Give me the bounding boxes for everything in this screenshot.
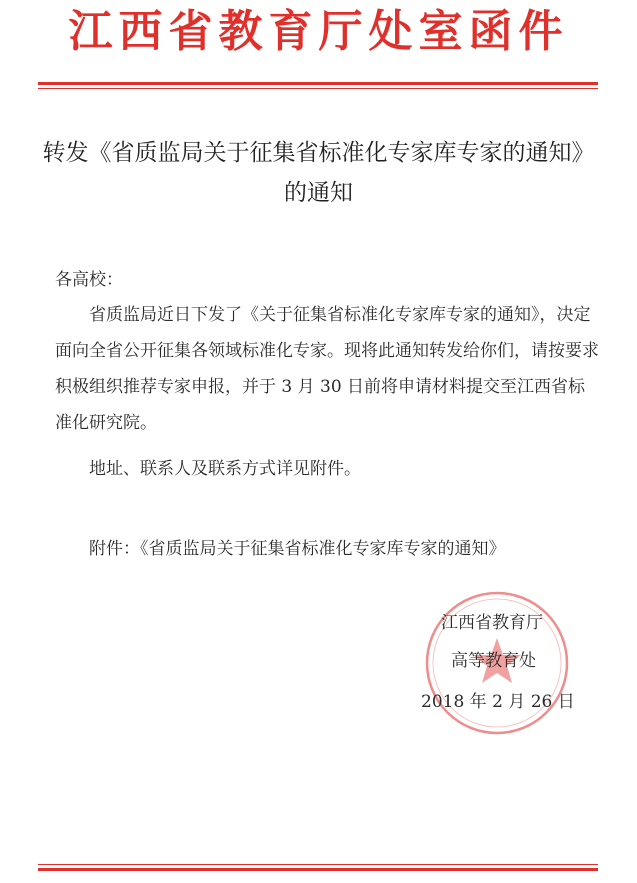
- letterhead-rule-thick: [38, 82, 598, 85]
- signature-org: 江西省教育厅: [441, 613, 543, 633]
- signature-dept: 高等教育处: [451, 651, 536, 671]
- signature-date: 2018 年 2 月 26 日: [421, 692, 575, 712]
- letterhead-rule-thin: [38, 88, 598, 89]
- body-paragraph: 地址、联系人及联系方式详见附件。: [89, 459, 361, 479]
- attachment-line: 附件：《省质监局关于征集省标准化专家库专家的通知》: [89, 539, 506, 559]
- footer-rule-thin: [38, 864, 598, 865]
- footer-rule-thick: [38, 868, 598, 871]
- body-paragraph: 省质监局近日下发了《关于征集省标准化专家库专家的通知》，决定面向全省公开征集各领域标准化专家。现将此通知转发给你们，请按要求积极组织推荐专家申报，并于 3 月 30 日前将申请材料提交至江西省标准化研究院。: [55, 305, 599, 433]
- addressee: 各高校：: [55, 270, 123, 290]
- document-title: 转发《省质监局关于征集省标准化专家库专家的通知》的通知: [42, 140, 595, 206]
- letterhead-title: 江西省教育厅处室函件: [68, 6, 569, 57]
